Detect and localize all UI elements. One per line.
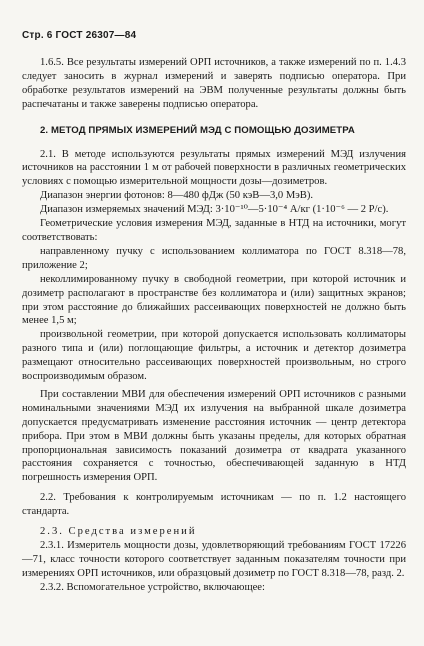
paragraph-1-6-5: 1.6.5. Все результаты измерений ОРП источников, а также измерений по п. 1.4.3 следует заносить в журнал измерений и заверять подписью оператора. При обработке результатов измерений на ЭВМ полученные результаты должны быть распечатаны и также заверены подписью оператора. xyxy=(22,57,406,110)
subsection-heading-2-3: 2.3. Средства измерений xyxy=(40,526,197,538)
paragraph-energy-range: Диапазон энергии фотонов: 8—480 фДж (50 кэВ—3,0 МэВ). xyxy=(40,190,314,202)
paragraph-2-1: 2.1. В методе используются результаты прямых измерений МЭД излучения источников на расстоянии 1 м от рабочей поверхности в различных геометрических условиях с помощью измерительной мощности дозы—дозиметров. xyxy=(22,148,406,188)
paragraph-2-3-2: 2.3.2. Вспомогательное устройство, включающее: xyxy=(40,581,265,593)
paragraph-geometry-intro: Геометрические условия измерения МЭД, заданные в НТД на источники, могут соответствовать: xyxy=(22,218,406,243)
paragraph-geometry-free: неколлимированному пучку в свободной геометрии, при которой источник и дозиметр располагают в пространстве без коллиматора и (или) защитных экранов; при этом расстояние до ближайших рассеивающих поверхностей не должно быть менее 1,5 м; xyxy=(22,273,406,327)
paragraph-geometry-arbitrary: произвольной геометрии, при которой допускается использовать коллиматоры разного типа и (или) поглощающие фильтры, а источник и детектор дозиметра размещают относительно рассеивающих поверхностей произвольным, но строго воспроизводимым образом. xyxy=(22,329,406,383)
page-header: Стр. 6 ГОСТ 26307—84 xyxy=(22,30,137,41)
paragraph-2-2: 2.2. Требования к контролируемым источникам — по п. 1.2 настоящего стандарта. xyxy=(22,492,406,518)
paragraph-geometry-collimated: направленному пучку с использованием коллиматора по ГОСТ 8.318—78, приложение 2; xyxy=(22,245,406,271)
paragraph-med-range: Диапазон измеряемых значений МЭД: 3·10⁻¹⁰—5·10⁻⁴ А/кг (1·10⁻⁶ — 2 Р/с). xyxy=(40,204,389,216)
paragraph-2-3-1: 2.3.1. Измеритель мощности дозы, удовлетворяющий требованиям ГОСТ 17226—71, класс точности которого соответствует заданным показателям точности при измерениях ОРП источников, или образцовый дозиметр по ГОСТ 8.318—78, разд. 2. xyxy=(22,540,406,579)
document-body xyxy=(22,56,406,595)
section-heading-2: 2. МЕТОД ПРЯМЫХ ИЗМЕРЕНИЙ МЭД С ПОМОЩЬЮ ДОЗИМЕТРА xyxy=(40,124,355,136)
paragraph-mvi: При составлении МВИ для обеспечения измерений ОРП источников с разными номинальными значениями МЭД их излучения на выбранной шкале дозиметра допускается предусматривать изменение расстояния источник — центр детектора прибора. При этом в МВИ должны быть указаны пределы, для которых обратная пропорциональная зависимость показаний дозиметра от квадрата указанного расстояния сохраняется с точностью, обеспечивающей заданную в НТД погрешность измерения ОРП. xyxy=(22,388,406,484)
